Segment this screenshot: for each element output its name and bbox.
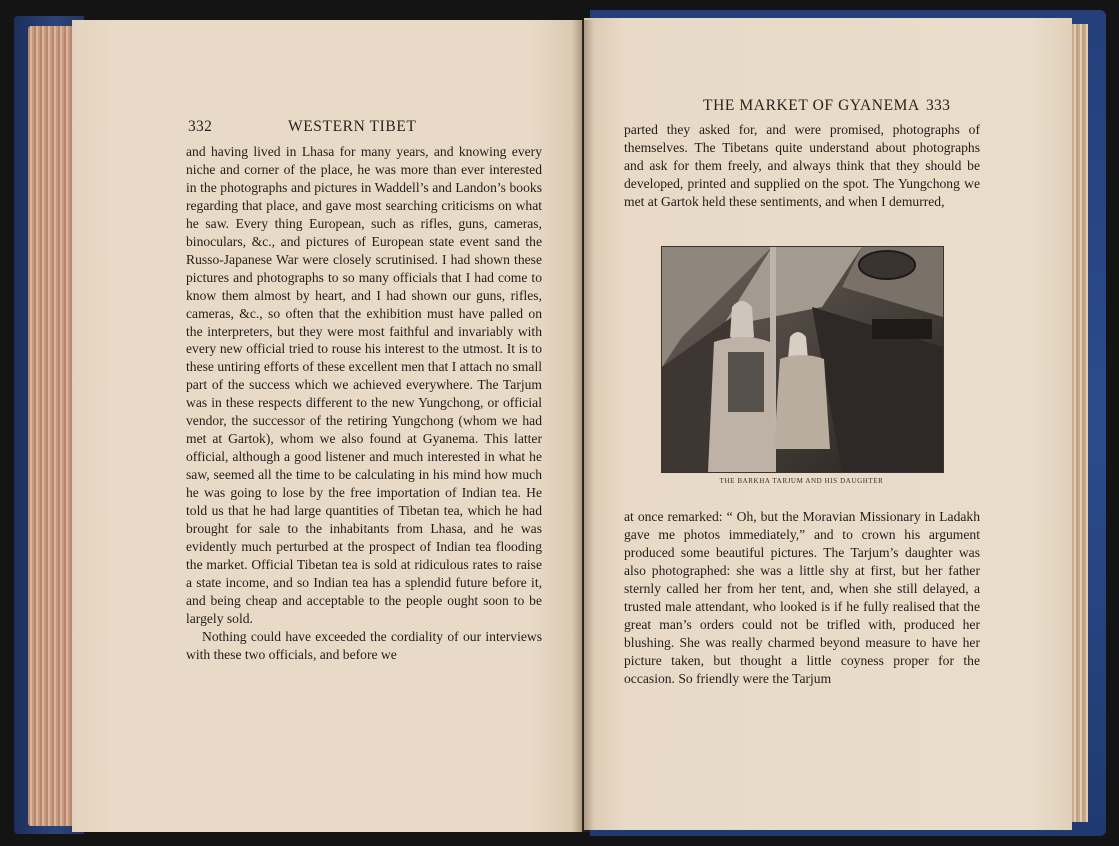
- right-paragraph-after-figure: [624, 508, 980, 688]
- left-page-number: 332: [188, 118, 213, 135]
- left-paragraph-2: Nothing could have exceeded the cordiality of our interviews with these two officials, and before we: [186, 628, 542, 662]
- left-page-body: [186, 143, 542, 664]
- right-paragraph-2: at once remarked: “ Oh, but the Moravian Missionary in Ladakh gave me photos immediately,” and to crown his argument produced some beautiful pictures. The Tarjum’s daughter was also photographed: she was a little shy at first, but her father sternly called her from her tent, and, when she still delayed, a trusted male attendant, who looked is if he fully realised that the great man’s orders could not be trifled with, produced her blushing. She was really charmed beyond measure to have her picture taken, but thought a little coyness proper for the occasion. So friendly were the Tarjum: [624, 509, 980, 686]
- figure-caption: THE BARKHA TARJUM AND HIS DAUGHTER: [719, 477, 884, 485]
- right-page-number: 333: [926, 97, 951, 114]
- right-running-head: THE MARKET OF GYANEMA: [703, 97, 920, 114]
- tent-portrait-illustration: [662, 247, 943, 472]
- left-running-head: WESTERN TIBET: [288, 118, 417, 135]
- right-paragraph-before-figure: [624, 121, 980, 211]
- right-paragraph-1: parted they asked for, and were promised, photographs of themselves. The Tibetans quite understand about photographs and ask for them freely, and always think that they should be developed, printed and supplied on the spot. The Yungchong we met at Gartok held these sentiments, and when I demurred,: [624, 122, 980, 209]
- book-gutter: [572, 20, 594, 832]
- figure-photograph: [661, 246, 944, 473]
- left-paragraph-1: and having lived in Lhasa for many years, and knowing every niche and corner of the place, he was more than ever interested in the photographs and pictures in Waddell’s and Landon’s books regarding that place, and gave most searching criticisms on what he saw. Every thing European, such as rifles, guns, cameras, binoculars, &c., and pictures of European state event sand the Russo-Japanese War were closely scrutinised. I had shown these pictures and photographs to so many officials that I had come to know them almost by heart, and I had shown our guns, rifles, cameras, &c., so often that the exhibition must have palled on the interpreters, but they were most faithful and invariably with every new official tried to rouse his interest to the utmost. It is to these untiring efforts of these excellent men that I attach no small part of the success which we achieved everywhere. The Tarjum was in these respects different to the new Yungchong, or official vendor, the successor of the retiring Yungchong (whom we had met at Gartok), whom we also found at Gyanema. This latter official, although a good listener and much interested in what he saw, seemed all the time to be calculating in his mind how much he was going to lose by the free importation of Indian tea. He told us that he had large quantities of Tibetan tea, which he had brought for sale to the inhabitants from Lhasa, and he was evidently much perturbed at the prospect of Indian tea flooding the market. Official Tibetan tea is sold at ridiculous rates to raise a state income, and so Indian tea has a splendid future before it, and being cheap and acceptable to the people ought soon to be largely sold.: [186, 144, 542, 626]
